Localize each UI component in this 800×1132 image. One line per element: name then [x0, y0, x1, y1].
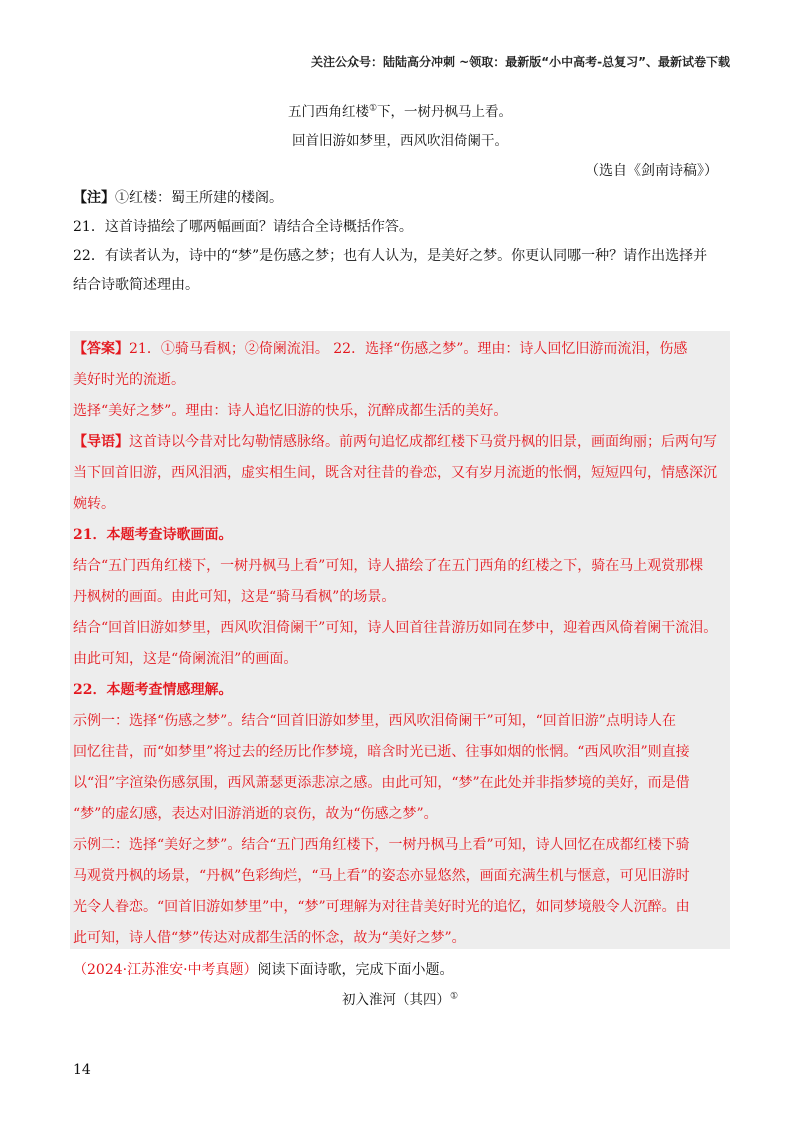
analysis-22-line-8: 此可知，诗人借“梦”传达对成都生活的怀念，故为“美好之梦”。: [73, 930, 466, 946]
next-question-source: （2024·江苏淮安·中考真题）: [73, 962, 258, 978]
page-number: 14: [73, 1062, 91, 1078]
next-question-instruction: 阅读下面诗歌，完成下面小题。: [257, 962, 454, 978]
question-22-line1: 22．有读者认为，诗中的“梦”是伤感之梦；也有人认为，是美好之梦。你更认同哪一种？请作出选择并: [73, 248, 708, 264]
guide-line-2: 当下回首旧游，西风泪洒，虚实相生间，既含对往昔的眷恋，又有岁月流逝的怅惘，短短四句，情感深沉: [73, 465, 717, 481]
next-question-intro: [73, 956, 729, 984]
answer-line-3: 选择“美好之梦”。理由：诗人追忆旧游的快乐，沉醉成都生活的美好。: [73, 403, 508, 419]
analysis-21-line-1: 结合“五门西角红楼下，一树丹枫马上看”可知，诗人描绘了在五门西角的红楼之下，骑在马上观赏那棵: [73, 558, 704, 574]
next-poem-footnote-marker: ①: [449, 991, 459, 1002]
analysis-22-line-7: 光令人眷恋。“回首旧游如梦里”中，“梦”可理解为对往昔美好时光的追忆，如同梦境般令人沉醉。由: [73, 899, 690, 915]
next-poem-title: [0, 988, 800, 1008]
poem-line-1-text: 五门西角红楼: [287, 104, 369, 120]
poem-line-2: 回首旧游如梦里，西风吹泪倚阑干。: [292, 133, 508, 149]
footnote-marker: ①: [368, 103, 378, 114]
analysis-22-line-5: 示例二：选择“美好之梦”。结合“五门西角红楼下，一树丹枫马上看”可知，诗人回忆在成都红楼下骑: [73, 837, 690, 853]
answer-line-2: 美好时光的流逝。: [73, 372, 185, 388]
analysis-22-line-1: 示例一：选择“伤感之梦”。结合“回首旧游如梦里，西风吹泪倚阑干”可知，“回首旧游”点明诗人在: [73, 713, 676, 729]
note-label: 【注】: [73, 190, 115, 206]
poem-line-1: [0, 100, 800, 120]
note: [73, 184, 729, 212]
analysis-21-heading: 21．本题考查诗歌画面。: [73, 527, 233, 543]
guide-line-3: 婉转。: [73, 496, 115, 512]
guide-line-1: [73, 428, 729, 456]
poem-line-1-rest: 下，一树丹枫马上看。: [377, 104, 513, 120]
question-22-line2: 结合诗歌简述理由。: [73, 277, 199, 293]
analysis-22-line-2: 回忆往昔，而“如梦里”将过去的经历比作梦境，暗含时光已逝、往事如烟的怅惘。“西风吹泪”则直接: [73, 744, 690, 760]
note-text: ①红楼：蜀王所建的楼阁。: [115, 190, 283, 206]
next-poem-title-text: 初入淮河（其四）: [341, 992, 450, 1008]
answer-text-1: 21．①骑马看枫；②倚阑流泪。 22．选择“伤感之梦”。理由：诗人回忆旧游而流泪，伤感: [129, 341, 688, 357]
analysis-22-line-3: 以“泪”字渲染伤感氛围，西风萧瑟更添悲凉之感。由此可知，“梦”在此处并非指梦境的美好，而是借: [73, 775, 690, 791]
analysis-21-line-2: 丹枫树的画面。由此可知，这是“骑马看枫”的场景。: [73, 589, 396, 605]
answer-label: 【答案】: [73, 341, 129, 357]
analysis-21-line-4: 由此可知，这是“倚阑流泪”的画面。: [73, 651, 298, 667]
analysis-21-line-3: 结合“回首旧游如梦里，西风吹泪倚阑干”可知，诗人回首往昔游历如同在梦中，迎着西风倚着阑干流泪。: [73, 620, 718, 636]
question-21: 21．这首诗描绘了哪两幅画面？请结合全诗概括作答。: [73, 219, 413, 235]
answer-line-1: [73, 335, 729, 363]
poem-source: （选自《剑南诗稿》）: [585, 163, 718, 179]
analysis-22-line-6: 马观赏丹枫的场景，“丹枫”色彩绚烂，“马上看”的姿态亦显悠然，画面充满生机与惬意，可见旧游时: [73, 868, 690, 884]
analysis-22-line-4: “梦”的虚幻感，表达对旧游消逝的哀伤，故为“伤感之梦”。: [73, 806, 438, 822]
guide-label: 【导语】: [73, 434, 129, 450]
guide-text-1: 这首诗以今昔对比勾勒情感脉络。前两句追忆成都红楼下马赏丹枫的旧景，画面绚丽；后两句写: [129, 434, 717, 450]
analysis-22-heading: 22．本题考查情感理解。: [73, 682, 233, 698]
page-header: 关注公众号：陆陆高分冲刺 ~领取：最新版“小中高考-总复习”、最新试卷下载: [311, 55, 730, 69]
